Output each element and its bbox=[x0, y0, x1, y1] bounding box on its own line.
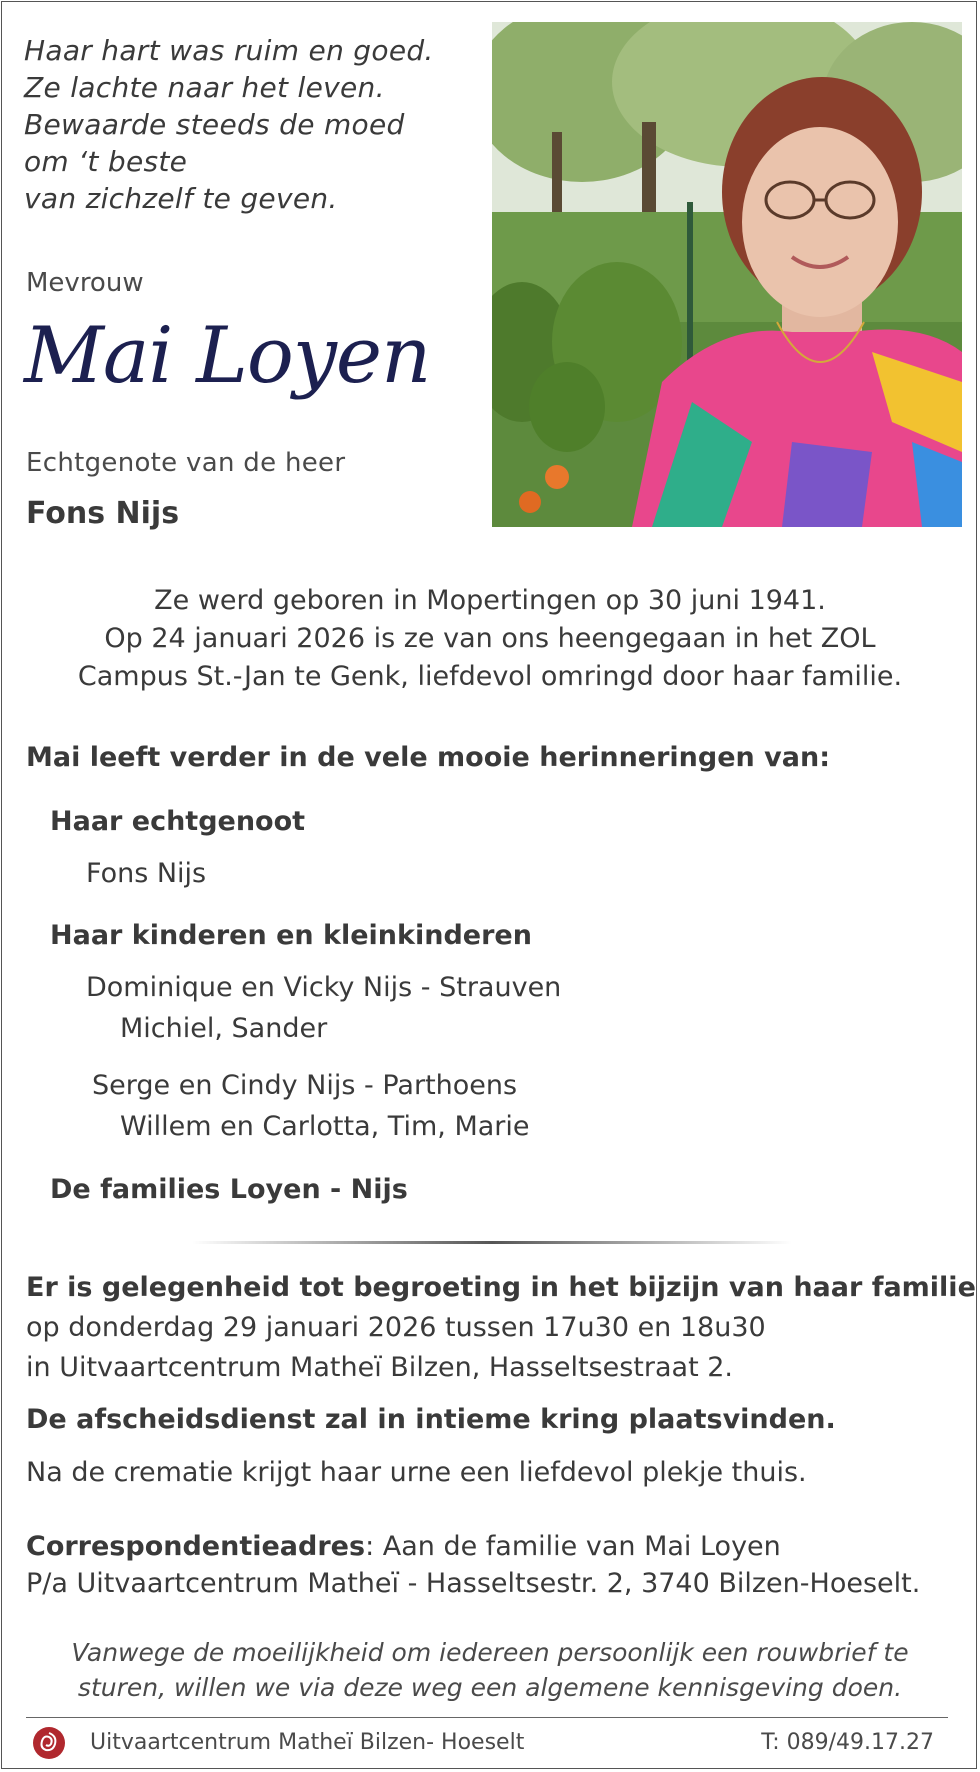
visitation-where: in Uitvaartcentrum Matheï Bilzen, Hasseltsestraat 2. bbox=[26, 1352, 734, 1383]
notice-line: sturen, willen we via deze weg een algemene kennisgeving doen. bbox=[77, 1673, 903, 1702]
footer-rule bbox=[26, 1717, 948, 1718]
family-member: Fons Nijs bbox=[86, 858, 207, 889]
service-note: De afscheidsdienst zal in intieme kring plaatsvinden. bbox=[26, 1404, 836, 1435]
poem-line: Haar hart was ruim en goed. bbox=[24, 34, 434, 67]
salutation: Mevrouw bbox=[26, 268, 144, 298]
family-member: Michiel, Sander bbox=[120, 1013, 328, 1044]
children-group-title: Haar kinderen en kleinkinderen bbox=[50, 920, 532, 951]
urn-note: Na de crematie krijgt haar urne een liefdevol plekje thuis. bbox=[26, 1457, 807, 1488]
poem bbox=[24, 32, 484, 217]
poem-line: van zichzelf te geven. bbox=[24, 182, 338, 215]
correspondence-recipient: Aan de familie van Mai Loyen bbox=[374, 1531, 781, 1562]
general-notice bbox=[2, 1635, 977, 1705]
portrait-photo bbox=[492, 22, 962, 527]
poem-line: Ze lachte naar het leven. bbox=[24, 71, 385, 104]
visitation-heading: Er is gelegenheid tot begroeting in het bijzijn van haar familie bbox=[26, 1272, 976, 1303]
announcement-line: Ze werd geboren in Mopertingen op 30 juni 1941. bbox=[154, 585, 826, 616]
obituary-card bbox=[1, 1, 977, 1769]
funeral-home-name: Uitvaartcentrum Matheï Bilzen- Hoeselt bbox=[90, 1730, 525, 1755]
spouse-name: Fons Nijs bbox=[26, 496, 180, 531]
portrait-illustration bbox=[492, 22, 962, 527]
correspondence-line1 bbox=[26, 1531, 781, 1562]
divider bbox=[192, 1241, 792, 1244]
correspondence-address: P/a Uitvaartcentrum Matheï - Hasseltsestr. 2, 3740 Bilzen-Hoeselt. bbox=[26, 1568, 921, 1599]
visitation-when: op donderdag 29 januari 2026 tussen 17u30 en 18u30 bbox=[26, 1312, 766, 1343]
announcement-line: Campus St.-Jan te Genk, liefdevol omringd door haar familie. bbox=[77, 661, 903, 692]
poem-line: Bewaarde steeds de moed bbox=[24, 108, 405, 141]
correspondence-label: Correspondentieadres bbox=[26, 1531, 366, 1562]
funeral-home-phone: T: 089/49.17.27 bbox=[761, 1730, 934, 1755]
notice-line: Vanwege de moeilijkheid om iedereen persoonlijk een rouwbrief te bbox=[71, 1638, 909, 1667]
deceased-name: Mai Loyen bbox=[24, 311, 431, 401]
spouse-group-title: Haar echtgenoot bbox=[50, 806, 306, 837]
announcement-line: Op 24 januari 2026 is ze van ons heengegaan in het ZOL bbox=[104, 623, 876, 654]
remembered-lead: Mai leeft verder in de vele mooie herinneringen van: bbox=[26, 742, 831, 773]
spouse-intro: Echtgenote van de heer bbox=[26, 448, 346, 478]
rose-logo-icon bbox=[32, 1726, 66, 1760]
poem-line: om ‘t beste bbox=[24, 145, 188, 178]
family-member: Dominique en Vicky Nijs - Strauven bbox=[86, 972, 562, 1003]
family-member: Willem en Carlotta, Tim, Marie bbox=[120, 1111, 530, 1142]
announcement bbox=[2, 582, 977, 696]
family-member: Serge en Cindy Nijs - Parthoens bbox=[92, 1070, 518, 1101]
families-group-title: De families Loyen - Nijs bbox=[50, 1174, 408, 1205]
correspondence-colon: : bbox=[365, 1531, 375, 1562]
